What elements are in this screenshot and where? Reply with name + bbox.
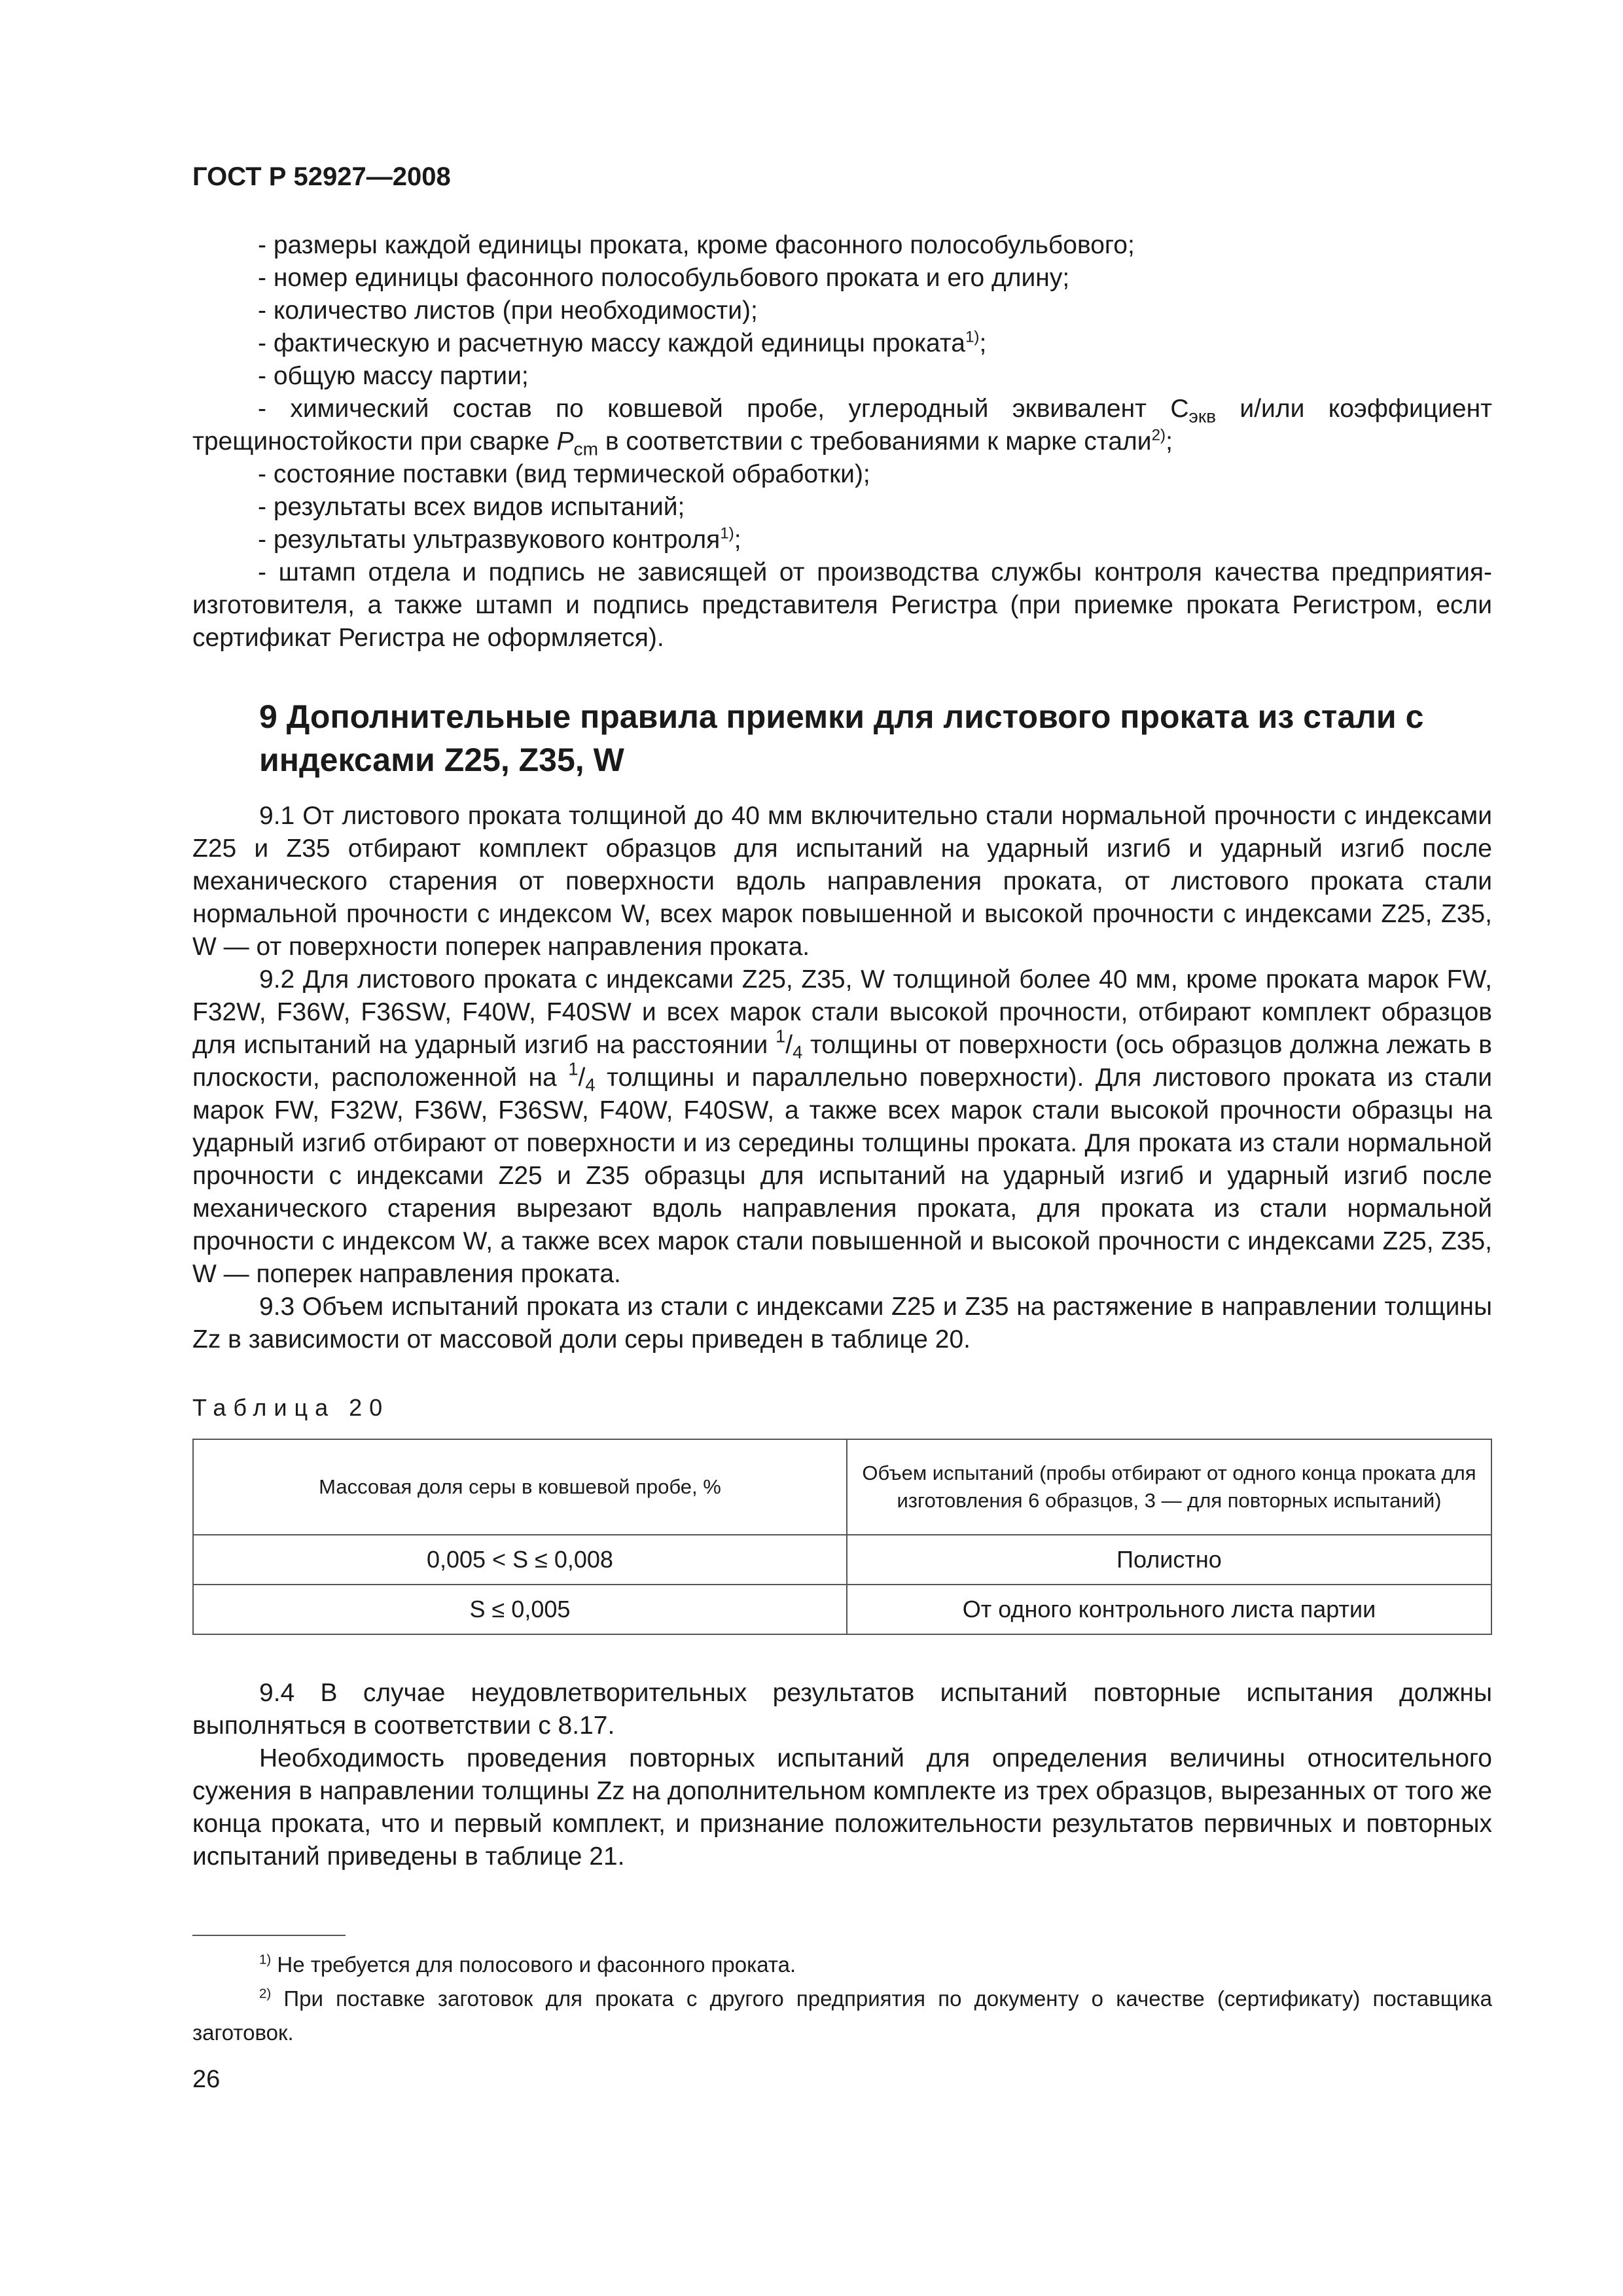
requirements-list [192,229,1492,655]
table-cell: S ≤ 0,005 [193,1585,847,1634]
fraction-numerator: 1 [776,1026,786,1047]
table-header-row [193,1439,1491,1535]
list-item [192,524,1492,556]
list-item [192,393,1492,458]
table-header-cell: Объем испытаний (пробы отбирают от одного конца проката для изготовления 6 образцов, 3 — для повторных испытаний) [847,1439,1491,1535]
list-item: - номер единицы фасонного полособульбового проката и его длину; [258,264,1070,292]
list-item: - размеры каждой единицы проката, кроме фасонного полособульбового; [258,231,1135,259]
footnote-ref: 1) [720,524,734,543]
paragraph-9-2 [192,963,1492,1291]
section-heading: 9 Дополнительные правила приемки для листового проката из стали с индексами Z25, Z35, W [259,698,1424,778]
list-item: - результаты всех видов испытаний; [258,493,685,521]
list-item-text: - химический состав по ковшевой пробе, углеродный эквивалент С [258,395,1189,423]
footnote-mark: 1) [259,1952,272,1967]
footnotes [192,1948,1492,2050]
list-item-text: ; [979,329,987,357]
list-item: - количество листов (при необходимости); [258,296,758,325]
footnote-ref: 1) [965,328,980,346]
list-item-text: - фактическую и расчетную массу каждой единицы проката [258,329,965,357]
after-table-body [192,1677,1492,1873]
list-item-text: ; [1166,427,1173,456]
list-item: - состояние поставки (вид термической обработки); [258,460,870,488]
list-item: - общую массу партии; [258,362,529,390]
paragraph-9-4: 9.4 В случае неудовлетворительных результатов испытаний повторные испытания должны выполняться в соответствии с 8.17. [192,1679,1492,1740]
list-item-text: в соответствии с требованиями к марке стали [597,427,1152,456]
section-body [192,800,1492,1356]
list-item-text: - результаты ультразвукового контроля [258,526,721,554]
table-cell: 0,005 < S ≤ 0,008 [193,1535,847,1585]
paragraph-9-1: 9.1 От листового проката толщиной до 40 мм включительно стали нормальной прочности с индексами Z25 и Z35 отбирают комплект образцов для испытаний на ударный изгиб и ударный изгиб после механического старения от поверхности вдоль направления проката, от листового проката стали нормальной прочности с индексом W, всех марок повышенной и высокой прочности с индексами Z25, Z35, W — от поверхности поперек направления проката. [192,802,1492,961]
fraction-denominator: 4 [793,1042,803,1063]
footnote-divider [192,1935,346,1936]
table-label: Таблица 20 [192,1394,390,1421]
footnote-ref: 2) [1151,426,1166,444]
footnote [192,1948,1492,1982]
document-header: ГОСТ Р 52927—2008 [192,162,451,191]
table-cell: От одного контрольного листа партии [847,1585,1491,1634]
table-header-cell: Массовая доля серы в ковшевой пробе, % [193,1439,847,1535]
subscript: cm [573,439,598,459]
list-item-text: и/или коэффициент трещиностойкости при сварке [192,395,1492,456]
fraction: $^1/_4$ [568,1058,596,1096]
paragraph-9-3: 9.3 Объем испытаний проката из стали с индексами Z25 и Z35 на растяжение в направлении толщины Zz в зависимости от массовой доли серы приведен в таблице 20. [192,1293,1492,1354]
sulfur-test-table [192,1439,1492,1635]
footnote-text: При поставке заготовок для проката с другого предприятия по документу о качестве (сертификату) поставщика заготовок. [192,1986,1492,2045]
list-item: - штамп отдела и подпись не зависящей от производства службы контроля качества предприятия-изготовителя, а также штамп и подпись представителя Регистра (при приемке проката Регистром, если сертификат Регистра не оформляется). [192,558,1492,652]
paragraph-text: толщины и параллельно поверхности). Для листового проката из стали марок FW, F32W, F36W, F36SW, F40W, F40SW, а также всех марок стали высокой прочности образцы на ударный изгиб отбирают от поверхности и из середины толщины проката. Для проката из стали нормальной прочности с индексами Z25 и Z35 образцы для испытаний на ударный изгиб и ударный изгиб после механического старения вырезают вдоль направления проката, для проката из стали нормальной прочности с индексом W, а также всех марок стали повышенной и высокой прочности с индексами Z25, Z35, W — поперек направления проката. [192,1064,1492,1288]
paragraph-text: толщины от поверхности (ось образцов должна лежать в плоскости, расположенной на [192,1031,1492,1092]
table-cell: Полистно [847,1535,1491,1585]
list-item-text: ; [734,526,741,554]
footnote-mark: 2) [259,1986,272,2001]
subscript: экв [1188,406,1217,427]
table-row [193,1535,1491,1585]
footnote-text: Не требуется для полосового и фасонного проката. [271,1952,796,1977]
pcm-symbol: P [556,427,574,456]
footnote [192,1982,1492,2050]
fraction: $^1/_4$ [776,1026,803,1063]
fraction-denominator: 4 [585,1075,596,1096]
list-item [192,327,1492,360]
table-row [193,1585,1491,1634]
paragraph-text: 9.2 Для листового проката с индексами Z25, Z35, W толщиной более 40 мм, кроме проката марок FW, F32W, F36W, F36SW, F40W, F40SW и всех марок стали высокой прочности, отбирают комплект образцов для испытаний на ударный изгиб на расстоянии [192,965,1492,1059]
page-number: 26 [192,2066,221,2093]
fraction-numerator: 1 [568,1058,579,1079]
paragraph-retest: Необходимость проведения повторных испытаний для определения величины относительного сужения в направлении толщины Zz на дополнительном комплекте из трех образцов, вырезанных от того же конца проката, что и первый комплект, и признание положительности результатов первичных и повторных испытаний приведены в таблице 21. [192,1744,1492,1871]
